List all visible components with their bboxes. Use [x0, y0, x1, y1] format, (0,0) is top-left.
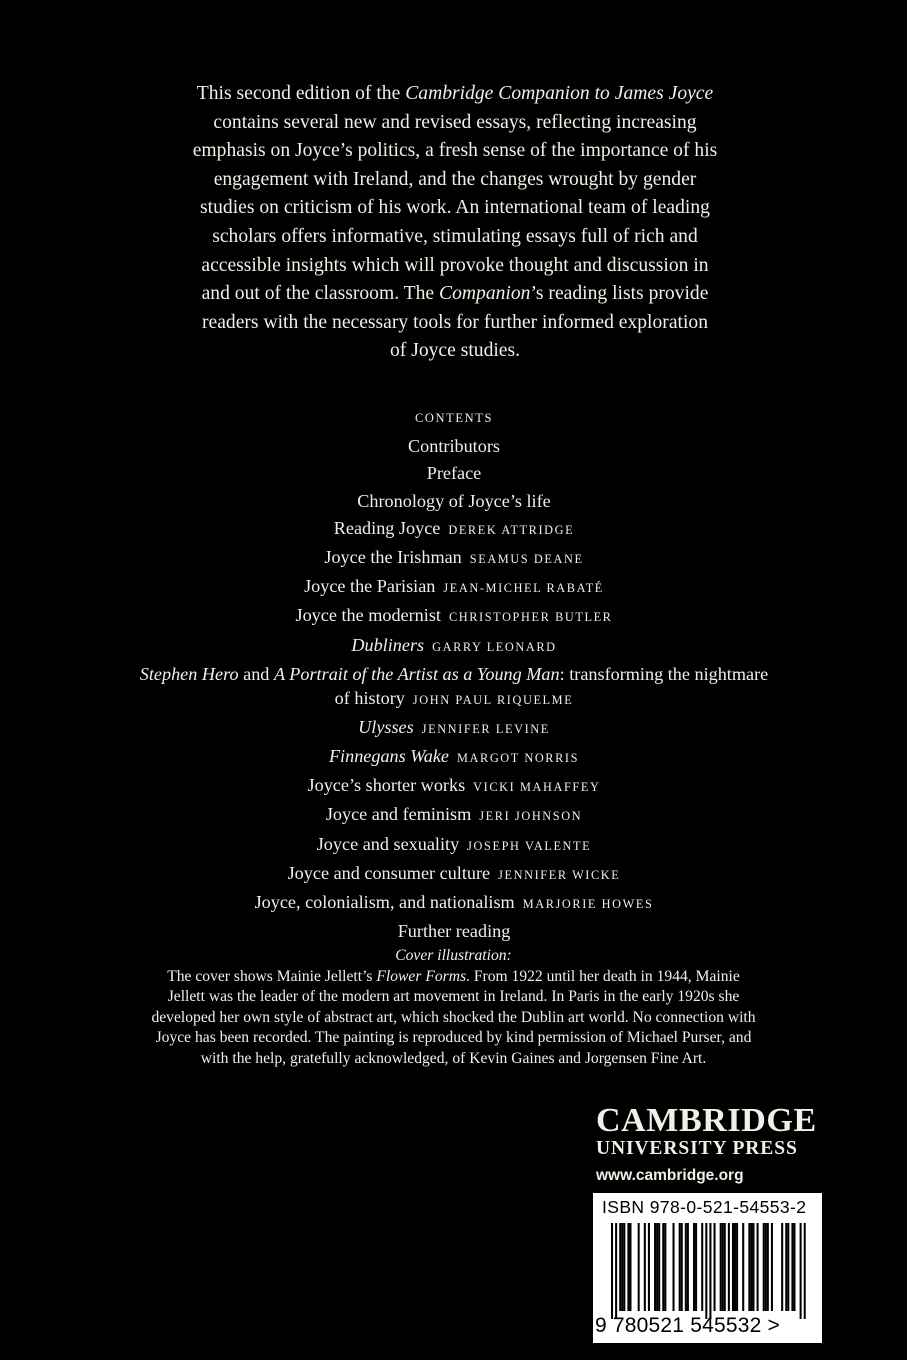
barcode-bar	[734, 1223, 736, 1311]
toc-title: Finnegans Wake	[328, 746, 449, 767]
toc-author: JOSEPH VALENTE	[467, 838, 592, 853]
toc-author: VICKI MAHAFFEY	[473, 780, 601, 795]
barcode-bar	[673, 1223, 675, 1311]
toc-entry: Stephen Hero and A Portrait of the Artist as a Young Man: transforming the nightmare of history JOHN PAUL RIQUELME	[139, 663, 769, 708]
barcode-bar	[724, 1223, 726, 1311]
publisher-url: www.cambridge.org	[596, 1167, 744, 1184]
toc-title: Joyce and sexuality	[316, 833, 460, 854]
blurb-line: and out of the classroom. The Companion’s reading lists provide	[201, 283, 709, 305]
toc-title: Further reading	[397, 921, 511, 942]
barcode-bar	[648, 1223, 650, 1311]
toc-author: JENNIFER WICKE	[498, 867, 621, 882]
toc-entry	[130, 801, 778, 830]
isbn-barcode-box	[593, 1193, 822, 1343]
cover-note-heading: Cover illustration:	[395, 947, 512, 964]
barcode-bar	[623, 1223, 625, 1311]
barcode-bar	[722, 1223, 724, 1311]
barcode-bar	[621, 1223, 623, 1311]
barcode-bar	[736, 1223, 738, 1311]
toc-entry	[130, 831, 778, 860]
toc-title: Reading Joyce	[333, 517, 441, 538]
barcode-bar	[728, 1223, 730, 1311]
blurb-line: readers with the necessary tools for further informed exploration	[202, 311, 708, 333]
toc-entry	[130, 918, 778, 945]
barcode-bar	[685, 1223, 687, 1311]
toc-entry	[130, 433, 778, 460]
toc-entry	[130, 602, 778, 631]
barcode-bar	[765, 1223, 767, 1311]
barcode-bar	[656, 1223, 658, 1311]
toc-author: SEAMUS DEANE	[469, 552, 584, 567]
barcode-bar	[615, 1223, 617, 1319]
blurb-line: scholars offers informative, stimulating essays full of rich and	[212, 225, 698, 247]
toc-title: Dubliners	[351, 634, 425, 655]
blurb-line: engagement with Ireland, and the changes wrought by gender	[213, 168, 697, 190]
toc-entry	[130, 460, 778, 487]
toc-entry	[130, 743, 778, 772]
barcode-bar	[701, 1223, 703, 1311]
toc-author: JEAN-MICHEL RABATÉ	[443, 581, 604, 596]
barcode-bar	[750, 1223, 752, 1311]
toc-list	[130, 433, 778, 945]
barcode-bar	[687, 1223, 689, 1311]
isbn-label: ISBN 978-0-521-54553-2	[602, 1197, 807, 1217]
barcode-bar	[757, 1223, 759, 1311]
table-of-contents	[130, 405, 778, 945]
toc-title: Contributors	[408, 436, 500, 457]
barcode-bar	[705, 1223, 707, 1319]
toc-title: Chronology of Joyce’s life	[357, 490, 551, 511]
barcode-bar	[709, 1223, 711, 1319]
barcode-bar	[627, 1223, 629, 1311]
toc-author: JERI JOHNSON	[479, 809, 583, 824]
barcode-bar	[771, 1223, 773, 1311]
blurb-line: emphasis on Joyce’s politics, a fresh sense of the importance of his	[192, 140, 718, 162]
barcode-bar	[611, 1223, 613, 1319]
barcode-bar	[695, 1223, 697, 1311]
publisher-logo	[596, 1103, 836, 1185]
toc-author: MARJORIE HOWES	[522, 897, 654, 912]
toc-author: MARGOT NORRIS	[457, 751, 580, 766]
blurb-line: contains several new and revised essays, reflecting increasing	[213, 111, 697, 133]
toc-entry	[130, 860, 778, 889]
barcode-digits: 9 780521 545532 >	[595, 1314, 780, 1337]
toc-title: Joyce the modernist	[295, 605, 441, 626]
barcode-bar	[644, 1223, 646, 1311]
barcode-bar	[654, 1223, 656, 1311]
back-cover-blurb	[160, 80, 750, 366]
barcode-bar	[662, 1223, 664, 1311]
barcode-bar	[804, 1223, 806, 1319]
toc-title: Joyce’s shorter works	[307, 775, 466, 796]
barcode-bar	[619, 1223, 621, 1311]
barcode-bar	[767, 1223, 769, 1311]
barcode-bar	[791, 1223, 793, 1311]
barcode-bar	[800, 1223, 802, 1319]
toc-title: Ulysses	[358, 716, 414, 737]
barcode-bar	[693, 1223, 695, 1311]
toc-entry	[130, 544, 778, 573]
barcode-bar	[629, 1223, 631, 1311]
barcode-bar	[679, 1223, 681, 1311]
barcode-bar	[732, 1223, 734, 1311]
toc-author: JENNIFER LEVINE	[421, 721, 550, 736]
toc-author: CHRISTOPHER BUTLER	[448, 610, 613, 625]
toc-title: Joyce the Irishman	[324, 547, 462, 568]
blurb-line: studies on criticism of his work. An international team of leading	[200, 197, 710, 219]
toc-entry	[130, 515, 778, 544]
barcode-bar	[763, 1223, 765, 1311]
toc-author: GARRY LEONARD	[432, 639, 557, 654]
toc-title: Joyce and feminism	[325, 804, 472, 825]
toc-title: Joyce and consumer culture	[287, 862, 491, 883]
barcode-bar	[787, 1223, 789, 1311]
contents-heading: CONTENTS	[414, 411, 494, 425]
toc-entry	[130, 488, 778, 515]
toc-entry	[130, 714, 778, 743]
barcode-bar	[720, 1223, 722, 1311]
blurb-line: accessible insights which will provoke thought and discussion in	[201, 254, 709, 276]
blurb-line: of Joyce studies.	[389, 340, 521, 362]
barcode-bar	[681, 1223, 683, 1311]
cover-note-body: The cover shows Mainie Jellett’s Flower Forms. From 1922 until her death in 1944, Mainie Jellett was the leader of the modern art movement in Ireland. In Paris in the early 1920s she developed her own style of abstract art, which shocked the Dublin art world. No connection with Joyce has been recorded. The painting is reproduced by kind permission of Michael Purser, and with the help, gratefully acknowledged, of Kevin Gaines and Jorgensen Fine Art.	[151, 967, 756, 1067]
cover-illustration-note	[150, 946, 757, 1070]
barcode-bar	[781, 1223, 783, 1311]
toc-author: DEREK ATTRIDGE	[448, 522, 575, 537]
painting-title: Flower Forms	[376, 967, 467, 985]
barcode-bar	[638, 1223, 640, 1311]
toc-author: JOHN PAUL RIQUELME	[412, 692, 574, 707]
toc-entry	[130, 889, 778, 918]
barcode-bar	[742, 1223, 744, 1311]
barcode-bar	[658, 1223, 660, 1311]
toc-entry	[130, 772, 778, 801]
publisher-subtitle: UNIVERSITY PRESS	[596, 1138, 798, 1159]
barcode-bar	[793, 1223, 795, 1311]
toc-title: Joyce the Parisian	[304, 576, 436, 597]
blurb-line: This second edition of the Cambridge Companion to James Joyce	[196, 83, 714, 104]
barcode-bar	[714, 1223, 716, 1311]
toc-entry	[130, 573, 778, 602]
barcode-bar	[785, 1223, 787, 1311]
barcode-bar	[664, 1223, 666, 1311]
barcode-bar	[752, 1223, 754, 1311]
toc-entry	[130, 632, 778, 661]
barcode-bar	[748, 1223, 750, 1311]
toc-title: Preface	[426, 463, 482, 484]
publisher-name: CAMBRIDGE	[596, 1102, 817, 1139]
toc-title: Joyce, colonialism, and nationalism	[254, 892, 515, 913]
